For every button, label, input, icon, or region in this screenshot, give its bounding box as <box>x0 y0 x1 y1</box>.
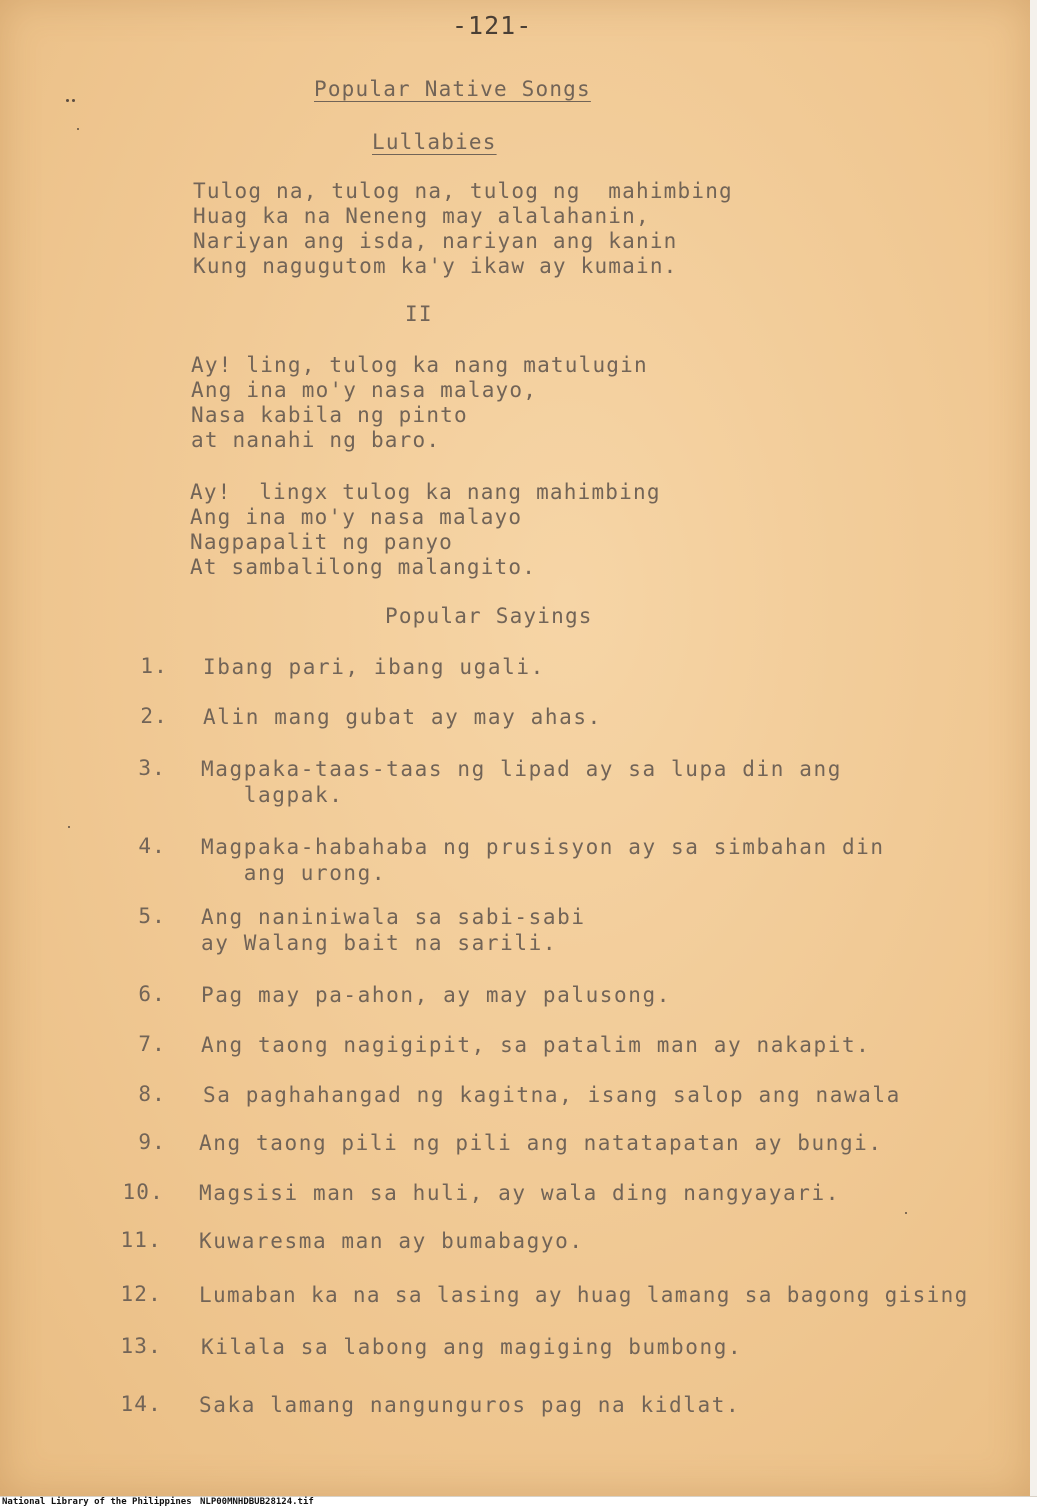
stanza-line: Tulog na, tulog na, tulog ng mahimbing <box>193 179 733 203</box>
footer-library: National Library of the Philippines <box>2 1497 192 1507</box>
stanza-line: Ang ina mo'y nasa malayo, <box>191 378 538 402</box>
subheading: Lullabies <box>372 130 497 154</box>
stanza-line: Ang ina mo'y nasa malayo <box>190 505 523 529</box>
item-number: 6. <box>138 982 166 1006</box>
stanza-line: at nanahi ng baro. <box>191 428 441 452</box>
item-text: Magsisi man sa huli, ay wala ding nangyayari. <box>199 1181 840 1205</box>
stanza-line: Kung nagugutom ka'y ikaw ay kumain. <box>193 254 678 278</box>
item-text: Ang taong pili ng pili ang natatapatan ay bungi. <box>199 1131 883 1155</box>
item-number: 5. <box>138 904 166 928</box>
item-text: Ibang pari, ibang ugali. <box>203 655 545 679</box>
stanza-line: Ay! lingx tulog ka nang mahimbing <box>190 480 661 504</box>
item-number: 14. <box>120 1392 162 1416</box>
item-text: Magpaka-taas-taas ng lipad ay sa lupa din ang <box>201 757 842 781</box>
paper-speck <box>66 99 69 102</box>
item-text: Lumaban ka na sa lasing ay huag lamang sa bagong gising <box>199 1283 969 1307</box>
paper-speck <box>72 99 75 102</box>
item-number: 8. <box>138 1082 166 1106</box>
stanza-line: Nasa kabila ng pinto <box>191 403 468 427</box>
paper-speck <box>68 826 70 828</box>
stanza-line: Nariyan ang isda, nariyan ang kanin <box>193 229 678 253</box>
stanza-line: At sambalilong malangito. <box>190 555 537 579</box>
stanza-line: Huag ka na Neneng may alalahanin, <box>193 204 650 228</box>
page-number: -121- <box>452 11 533 40</box>
item-number: 12. <box>120 1282 162 1306</box>
item-text: Pag may pa-ahon, ay may palusong. <box>201 983 672 1007</box>
stanza-line: Ay! ling, tulog ka nang matulugin <box>191 353 648 377</box>
item-text: Saka lamang nangunguros pag na kidlat. <box>199 1393 741 1417</box>
item-text: Ang taong nagigipit, sa patalim man ay nakapit. <box>201 1033 871 1057</box>
item-number: 1. <box>140 654 168 678</box>
item-number: 9. <box>138 1130 166 1154</box>
sayings-heading: Popular Sayings <box>385 604 593 628</box>
item-number: 11. <box>120 1228 162 1252</box>
item-text: Kilala sa labong ang magiging bumbong. <box>201 1335 743 1359</box>
stanza-line: Nagpapalit ng panyo <box>190 530 454 554</box>
scan-footer <box>0 1496 1037 1509</box>
item-text: ang urong. <box>201 861 387 885</box>
item-text: Magpaka-habahaba ng prusisyon ay sa simbahan din <box>201 835 885 859</box>
page-edge <box>1030 0 1037 1496</box>
footer-file: NLP00MNHDBUB28124.tif <box>200 1497 314 1507</box>
item-text: ay Walang bait na sarili. <box>201 931 558 955</box>
item-number: 7. <box>138 1032 166 1056</box>
heading: Popular Native Songs <box>314 77 591 101</box>
stanza-marker: II <box>405 302 433 326</box>
item-text: Sa paghahangad ng kagitna, isang salop ang nawala <box>203 1083 901 1107</box>
item-number: 4. <box>138 834 166 858</box>
item-number: 13. <box>120 1334 162 1358</box>
item-text: Kuwaresma man ay bumabagyo. <box>199 1229 584 1253</box>
item-number: 10. <box>122 1180 164 1204</box>
item-text: lagpak. <box>201 783 344 807</box>
item-text: Ang naniniwala sa sabi-sabi <box>201 905 586 929</box>
item-number: 3. <box>138 756 166 780</box>
paper-speck <box>77 128 79 130</box>
paper-speck <box>905 1212 907 1214</box>
item-text: Alin mang gubat ay may ahas. <box>203 705 602 729</box>
item-number: 2. <box>140 704 168 728</box>
